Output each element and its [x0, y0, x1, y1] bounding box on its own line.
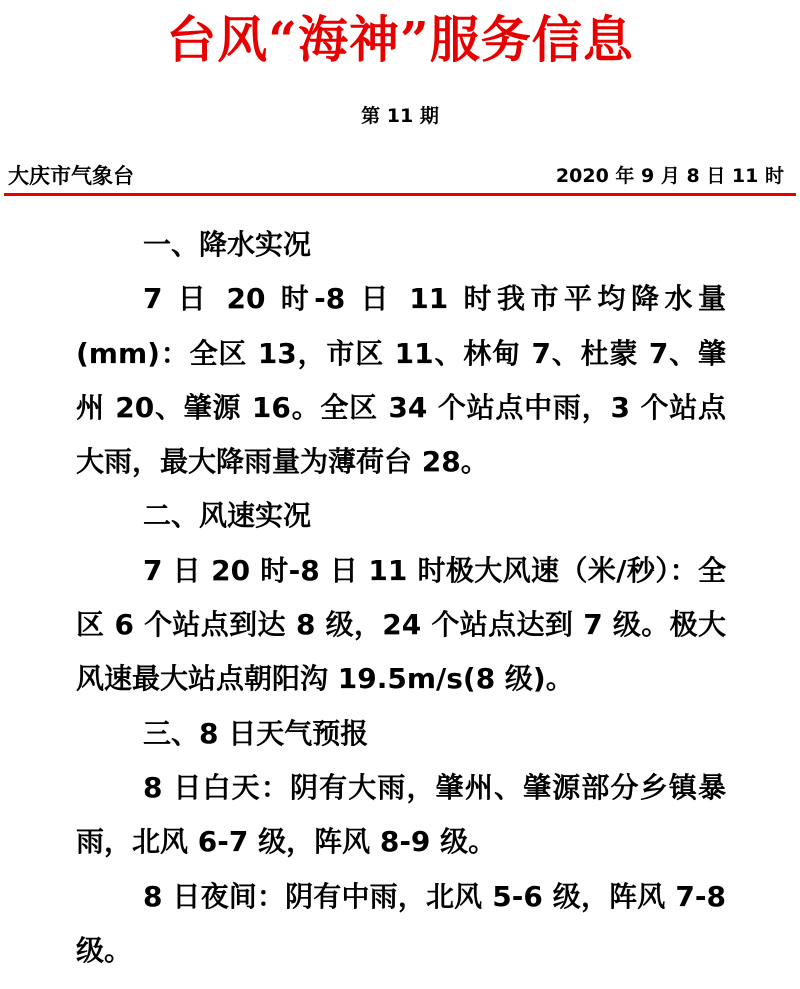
forecast-daytime-paragraph: 8 日白天：阴有大雨，肇州、肇源部分乡镇暴雨，北风 6-7 级，阵风 8-9 级。	[76, 770, 726, 859]
wind-paragraph: 7 日 20 时-8 日 11 时极大风速（米/秒）：全区 6 个站点到达 8 级，24 个站点达到 7 级。极大风速最大站点朝阳沟 19.5m/s(8 级)。	[76, 553, 726, 696]
section-heading-forecast: 三、8 日天气预报	[143, 716, 369, 750]
document-body	[76, 218, 726, 978]
issue-number: 第 11 期	[361, 105, 439, 127]
forecast-night-paragraph: 8 日夜间：阴有中雨，北风 5-6 级，阵风 7-8 级。	[76, 879, 726, 967]
header-divider	[4, 193, 796, 196]
precipitation-paragraph: 7 日 20 时-8 日 11 时我市平均降水量(mm)：全区 13，市区 11、林甸 7、杜蒙 7、肇州 20、肇源 16。全区 34 个站点中雨，3 个站点大雨，最大降雨量为薄荷台 28。	[76, 282, 726, 479]
issue-datetime: 2020 年 9 月 8 日 11 时	[555, 165, 784, 187]
document-title: 台风“海神”服务信息	[166, 10, 634, 69]
issuer-name: 大庆市气象台	[8, 164, 134, 188]
section-heading-wind: 二、风速实况	[143, 499, 312, 533]
section-heading-precipitation: 一、降水实况	[143, 228, 312, 261]
